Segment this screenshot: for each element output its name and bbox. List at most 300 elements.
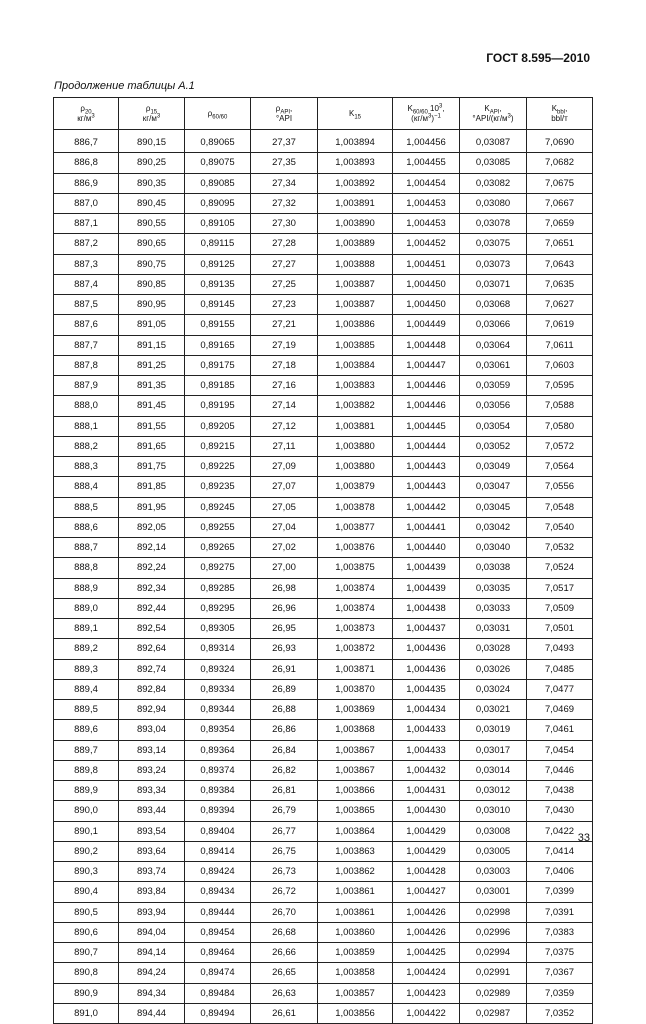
table-cell: 1,003862 <box>318 862 393 882</box>
table-cell: 890,3 <box>54 862 119 882</box>
header-unit: bbl/т <box>551 113 568 123</box>
table-cell: 1,004437 <box>393 619 460 639</box>
column-header <box>185 98 251 130</box>
table-row <box>54 679 593 699</box>
table-cell: 1,003894 <box>318 130 393 153</box>
table-row <box>54 882 593 902</box>
table-cell: 1,004447 <box>393 355 460 375</box>
table-cell: 27,23 <box>251 295 318 315</box>
table-cell: 887,2 <box>54 234 119 254</box>
table-cell: 0,89125 <box>185 254 251 274</box>
table-cell: 0,03010 <box>460 801 527 821</box>
table-cell: 890,75 <box>119 254 185 274</box>
table-row <box>54 760 593 780</box>
table-cell: 889,8 <box>54 760 119 780</box>
table-cell: 887,1 <box>54 214 119 234</box>
table-cell: 891,15 <box>119 335 185 355</box>
table-cell: 0,89314 <box>185 639 251 659</box>
table-cell: 0,03012 <box>460 781 527 801</box>
table-cell: 893,04 <box>119 720 185 740</box>
table-cell: 1,004451 <box>393 254 460 274</box>
table-cell: 892,34 <box>119 578 185 598</box>
table-cell: 889,2 <box>54 639 119 659</box>
table-cell: 1,004429 <box>393 841 460 861</box>
table-cell: 0,03056 <box>460 396 527 416</box>
table-cell: 893,34 <box>119 781 185 801</box>
table-cell: 26,91 <box>251 659 318 679</box>
table-cell: 27,00 <box>251 558 318 578</box>
table-cell: 887,5 <box>54 295 119 315</box>
header-tail: , <box>290 103 293 113</box>
table-cell: 7,0399 <box>527 882 593 902</box>
table-cell: 7,0461 <box>527 720 593 740</box>
table-cell: 0,89165 <box>185 335 251 355</box>
table-cell: 0,03059 <box>460 376 527 396</box>
column-header <box>54 98 119 130</box>
table-row <box>54 193 593 213</box>
table-cell: 7,0454 <box>527 740 593 760</box>
header-symbol: K <box>407 103 413 113</box>
table-cell: 7,0659 <box>527 214 593 234</box>
table-cell: 0,03054 <box>460 416 527 436</box>
table-cell: 891,35 <box>119 376 185 396</box>
table-cell: 889,6 <box>54 720 119 740</box>
table-cell: 0,89344 <box>185 700 251 720</box>
table-cell: 1,004439 <box>393 578 460 598</box>
table-cell: 1,004431 <box>393 781 460 801</box>
table-cell: 1,003892 <box>318 173 393 193</box>
table-cell: 1,004441 <box>393 517 460 537</box>
table-cell: 27,14 <box>251 396 318 416</box>
table-cell: 7,0352 <box>527 1003 593 1023</box>
table-cell: 7,0564 <box>527 457 593 477</box>
table-cell: 7,0517 <box>527 578 593 598</box>
table-row <box>54 781 593 801</box>
table-cell: 7,0627 <box>527 295 593 315</box>
table-row <box>54 295 593 315</box>
table-cell: 7,0391 <box>527 902 593 922</box>
table-cell: 7,0588 <box>527 396 593 416</box>
table-row <box>54 457 593 477</box>
table-cell: 1,003887 <box>318 274 393 294</box>
table-cell: 1,004453 <box>393 193 460 213</box>
table-cell: 890,45 <box>119 193 185 213</box>
table-cell: 1,003888 <box>318 254 393 274</box>
table-row <box>54 922 593 942</box>
table-cell: 1,004455 <box>393 153 460 173</box>
table-cell: 7,0540 <box>527 517 593 537</box>
table-cell: 0,89354 <box>185 720 251 740</box>
table-row <box>54 335 593 355</box>
table-row <box>54 274 593 294</box>
table-cell: 1,004453 <box>393 214 460 234</box>
table-cell: 27,05 <box>251 497 318 517</box>
table-cell: 887,4 <box>54 274 119 294</box>
table-row <box>54 720 593 740</box>
table-cell: 0,89334 <box>185 679 251 699</box>
table-row <box>54 578 593 598</box>
table-cell: 7,0635 <box>527 274 593 294</box>
table-cell: 26,81 <box>251 781 318 801</box>
table-cell: 7,0643 <box>527 254 593 274</box>
table-cell: 0,02996 <box>460 922 527 942</box>
table-cell: 0,03028 <box>460 639 527 659</box>
table-cell: 1,003875 <box>318 558 393 578</box>
header-line-1 <box>318 109 392 119</box>
table-cell: 7,0501 <box>527 619 593 639</box>
table-cell: 1,004423 <box>393 983 460 1003</box>
table-cell: 888,8 <box>54 558 119 578</box>
table-cell: 0,89075 <box>185 153 251 173</box>
density-table <box>53 97 593 1024</box>
column-header <box>527 98 593 130</box>
table-cell: 1,004422 <box>393 1003 460 1023</box>
table-cell: 888,7 <box>54 538 119 558</box>
table-cell: 1,004445 <box>393 416 460 436</box>
page-number: 33 <box>577 832 590 844</box>
table-cell: 26,63 <box>251 983 318 1003</box>
table-cell: 7,0682 <box>527 153 593 173</box>
table-cell: 0,89434 <box>185 882 251 902</box>
table-cell: 26,72 <box>251 882 318 902</box>
table-cell: 0,03047 <box>460 477 527 497</box>
table-cell: 0,03078 <box>460 214 527 234</box>
table-cell: 27,19 <box>251 335 318 355</box>
table-cell: 1,004443 <box>393 477 460 497</box>
table-cell: 0,03021 <box>460 700 527 720</box>
header-tail: 10 <box>427 103 439 113</box>
table-header-row <box>54 98 593 130</box>
table-cell: 0,03003 <box>460 862 527 882</box>
table-cell: 893,84 <box>119 882 185 902</box>
table-cell: 0,89225 <box>185 457 251 477</box>
header-superscript: 3 <box>156 112 161 119</box>
header-superscript: −1 <box>433 112 441 119</box>
table-row <box>54 538 593 558</box>
table-cell: 7,0690 <box>527 130 593 153</box>
table-cell: 26,65 <box>251 963 318 983</box>
table-cell: 1,003873 <box>318 619 393 639</box>
table-cell: 0,89155 <box>185 315 251 335</box>
table-cell: 891,05 <box>119 315 185 335</box>
table-cell: 27,30 <box>251 214 318 234</box>
table-cell: 0,03040 <box>460 538 527 558</box>
table-cell: 1,003869 <box>318 700 393 720</box>
table-cell: 890,4 <box>54 882 119 902</box>
table-cell: 7,0446 <box>527 760 593 780</box>
table-cell: 0,03085 <box>460 153 527 173</box>
table-cell: 0,89195 <box>185 396 251 416</box>
table-cell: 890,85 <box>119 274 185 294</box>
table-cell: 892,64 <box>119 639 185 659</box>
table-cell: 887,8 <box>54 355 119 375</box>
column-header <box>251 98 318 130</box>
table-cell: 892,44 <box>119 598 185 618</box>
table-cell: 890,15 <box>119 130 185 153</box>
table-cell: 7,0367 <box>527 963 593 983</box>
table-cell: 7,0580 <box>527 416 593 436</box>
table-cell: 1,004448 <box>393 335 460 355</box>
table-cell: 1,003866 <box>318 781 393 801</box>
table-row <box>54 963 593 983</box>
table-cell: 888,6 <box>54 517 119 537</box>
table-cell: 1,004426 <box>393 922 460 942</box>
table-cell: 891,95 <box>119 497 185 517</box>
table-cell: 0,89484 <box>185 983 251 1003</box>
table-cell: 0,89275 <box>185 558 251 578</box>
table-cell: 889,7 <box>54 740 119 760</box>
column-header <box>318 98 393 130</box>
table-cell: 26,73 <box>251 862 318 882</box>
table-row <box>54 639 593 659</box>
table-cell: 7,0485 <box>527 659 593 679</box>
table-cell: 890,7 <box>54 943 119 963</box>
table-cell: 1,004443 <box>393 457 460 477</box>
table-cell: 1,004433 <box>393 720 460 740</box>
table-cell: 27,34 <box>251 173 318 193</box>
table-cell: 1,003865 <box>318 801 393 821</box>
table-cell: 892,24 <box>119 558 185 578</box>
table-cell: 7,0675 <box>527 173 593 193</box>
header-tail: , <box>565 103 568 113</box>
table-cell: 0,89285 <box>185 578 251 598</box>
column-header <box>393 98 460 130</box>
table-cell: 0,03033 <box>460 598 527 618</box>
table-cell: 893,54 <box>119 821 185 841</box>
table-cell: 890,95 <box>119 295 185 315</box>
table-cell: 1,004430 <box>393 801 460 821</box>
header-subscript: 15 <box>150 109 158 116</box>
table-cell: 7,0611 <box>527 335 593 355</box>
table-cell: 890,65 <box>119 234 185 254</box>
table-cell: 888,1 <box>54 416 119 436</box>
table-cell: 1,003870 <box>318 679 393 699</box>
header-subscript: 60/60 <box>212 114 228 121</box>
table-cell: 1,003861 <box>318 902 393 922</box>
header-line-1 <box>393 104 459 114</box>
table-cell: 891,0 <box>54 1003 119 1023</box>
table-cell: 27,07 <box>251 477 318 497</box>
table-cell: 887,9 <box>54 376 119 396</box>
header-superscript: 3 <box>91 112 95 119</box>
table-cell: 7,0548 <box>527 497 593 517</box>
table-cell: 0,89185 <box>185 376 251 396</box>
table-cell: 7,0493 <box>527 639 593 659</box>
table-cell: 1,003890 <box>318 214 393 234</box>
table-row <box>54 558 593 578</box>
table-cell: 0,03001 <box>460 882 527 902</box>
table-row <box>54 355 593 375</box>
table-cell: 0,02998 <box>460 902 527 922</box>
table-cell: 0,02989 <box>460 983 527 1003</box>
header-subscript: bbl <box>557 109 566 116</box>
table-cell: 0,03038 <box>460 558 527 578</box>
table-cell: 1,003882 <box>318 396 393 416</box>
table-cell: 887,0 <box>54 193 119 213</box>
table-cell: 887,3 <box>54 254 119 274</box>
table-cell: 889,3 <box>54 659 119 679</box>
table-cell: 891,45 <box>119 396 185 416</box>
table-cell: 7,0524 <box>527 558 593 578</box>
table-cell: 1,004432 <box>393 760 460 780</box>
table-cell: 1,003857 <box>318 983 393 1003</box>
table-cell: 890,55 <box>119 214 185 234</box>
table-cell: 0,03031 <box>460 619 527 639</box>
standard-code: ГОСТ 8.595—2010 <box>486 51 590 65</box>
table-cell: 892,14 <box>119 538 185 558</box>
table-row <box>54 497 593 517</box>
table-cell: 1,004444 <box>393 436 460 456</box>
table-cell: 891,55 <box>119 416 185 436</box>
table-cell: 0,03014 <box>460 760 527 780</box>
table-cell: 893,94 <box>119 902 185 922</box>
table-cell: 26,79 <box>251 801 318 821</box>
table-cell: 1,003877 <box>318 517 393 537</box>
table-cell: 886,8 <box>54 153 119 173</box>
header-symbol: ρ <box>207 108 213 118</box>
table-cell: 7,0359 <box>527 983 593 1003</box>
table-cell: 892,05 <box>119 517 185 537</box>
header-subscript: API <box>489 109 500 116</box>
table-cell: 889,0 <box>54 598 119 618</box>
table-cell: 1,004438 <box>393 598 460 618</box>
header-unit: °API <box>275 113 293 123</box>
table-cell: 1,003893 <box>318 153 393 173</box>
table-cell: 0,89215 <box>185 436 251 456</box>
header-symbol: K <box>484 103 490 113</box>
table-cell: 26,66 <box>251 943 318 963</box>
header-subscript: 20 <box>84 109 92 116</box>
table-cell: 0,03017 <box>460 740 527 760</box>
table-row <box>54 214 593 234</box>
table-cell: 1,003856 <box>318 1003 393 1023</box>
table-cell: 0,03026 <box>460 659 527 679</box>
table-cell: 1,003884 <box>318 355 393 375</box>
table-row <box>54 254 593 274</box>
table-cell: 889,4 <box>54 679 119 699</box>
table-cell: 0,89414 <box>185 841 251 861</box>
table-row <box>54 619 593 639</box>
table-cell: 892,84 <box>119 679 185 699</box>
table-cell: 7,0556 <box>527 477 593 497</box>
table-cell: 27,11 <box>251 436 318 456</box>
header-symbol: K <box>551 103 558 113</box>
table-cell: 0,03071 <box>460 274 527 294</box>
table-cell: 888,4 <box>54 477 119 497</box>
table-cell: 7,0532 <box>527 538 593 558</box>
table-cell: 26,98 <box>251 578 318 598</box>
table-cell: 891,85 <box>119 477 185 497</box>
table-cell: 892,94 <box>119 700 185 720</box>
table-cell: 7,0619 <box>527 315 593 335</box>
table-row <box>54 234 593 254</box>
table-cell: 0,03042 <box>460 517 527 537</box>
table-cell: 0,03073 <box>460 254 527 274</box>
table-cell: 1,003864 <box>318 821 393 841</box>
table-cell: 27,16 <box>251 376 318 396</box>
table-cell: 1,004434 <box>393 700 460 720</box>
table-cell: 893,44 <box>119 801 185 821</box>
table-cell: 0,89065 <box>185 130 251 153</box>
table-cell: 0,89095 <box>185 193 251 213</box>
table-cell: 1,003874 <box>318 598 393 618</box>
table-cell: 890,8 <box>54 963 119 983</box>
table-row <box>54 396 593 416</box>
table-cell: 1,003889 <box>318 234 393 254</box>
table-cell: 0,89085 <box>185 173 251 193</box>
table-cell: 0,03049 <box>460 457 527 477</box>
table-cell: 893,74 <box>119 862 185 882</box>
table-cell: 889,9 <box>54 781 119 801</box>
table-cell: 7,0477 <box>527 679 593 699</box>
table-cell: 1,004446 <box>393 396 460 416</box>
table-cell: 888,5 <box>54 497 119 517</box>
table-cell: 1,003861 <box>318 882 393 902</box>
header-unit: ) <box>510 113 514 123</box>
table-cell: 27,27 <box>251 254 318 274</box>
table-cell: 26,77 <box>251 821 318 841</box>
header-unit: кг/м <box>142 113 157 123</box>
header-superscript: 3 <box>438 102 443 109</box>
header-line-1 <box>251 104 317 114</box>
table-cell: 7,0603 <box>527 355 593 375</box>
table-cell: 1,004450 <box>393 274 460 294</box>
table-cell: 26,96 <box>251 598 318 618</box>
table-cell: 1,004446 <box>393 376 460 396</box>
table-row <box>54 983 593 1003</box>
table-cell: 1,003860 <box>318 922 393 942</box>
table-cell: 1,003859 <box>318 943 393 963</box>
table-cell: 894,34 <box>119 983 185 1003</box>
table-cell: 1,004426 <box>393 902 460 922</box>
table-cell: 0,03035 <box>460 578 527 598</box>
header-symbol: ρ <box>145 103 151 113</box>
header-subscript: 15 <box>354 114 362 121</box>
table-cell: 1,003887 <box>318 295 393 315</box>
table-row <box>54 517 593 537</box>
table-cell: 26,95 <box>251 619 318 639</box>
table-cell: 1,004433 <box>393 740 460 760</box>
table-cell: 1,004435 <box>393 679 460 699</box>
table-cell: 0,89474 <box>185 963 251 983</box>
table-cell: 1,004456 <box>393 130 460 153</box>
table-cell: 27,37 <box>251 130 318 153</box>
table-cell: 1,004454 <box>393 173 460 193</box>
table-cell: 1,003880 <box>318 457 393 477</box>
column-header <box>460 98 527 130</box>
table-row <box>54 130 593 153</box>
table-cell: 1,004425 <box>393 943 460 963</box>
table-cell: 27,12 <box>251 416 318 436</box>
table-cell: 890,35 <box>119 173 185 193</box>
table-row <box>54 416 593 436</box>
column-header <box>119 98 185 130</box>
header-line-1 <box>527 104 592 114</box>
table-cell: 0,03080 <box>460 193 527 213</box>
table-cell: 0,03005 <box>460 841 527 861</box>
header-tail: , <box>499 103 502 113</box>
table-cell: 0,89384 <box>185 781 251 801</box>
table-cell: 0,89175 <box>185 355 251 375</box>
table-cell: 27,28 <box>251 234 318 254</box>
table-row <box>54 477 593 497</box>
table-cell: 1,004450 <box>393 295 460 315</box>
table-cell: 26,88 <box>251 700 318 720</box>
table-cell: 27,25 <box>251 274 318 294</box>
table-cell: 894,44 <box>119 1003 185 1023</box>
table-cell: 27,35 <box>251 153 318 173</box>
table-cell: 0,89135 <box>185 274 251 294</box>
